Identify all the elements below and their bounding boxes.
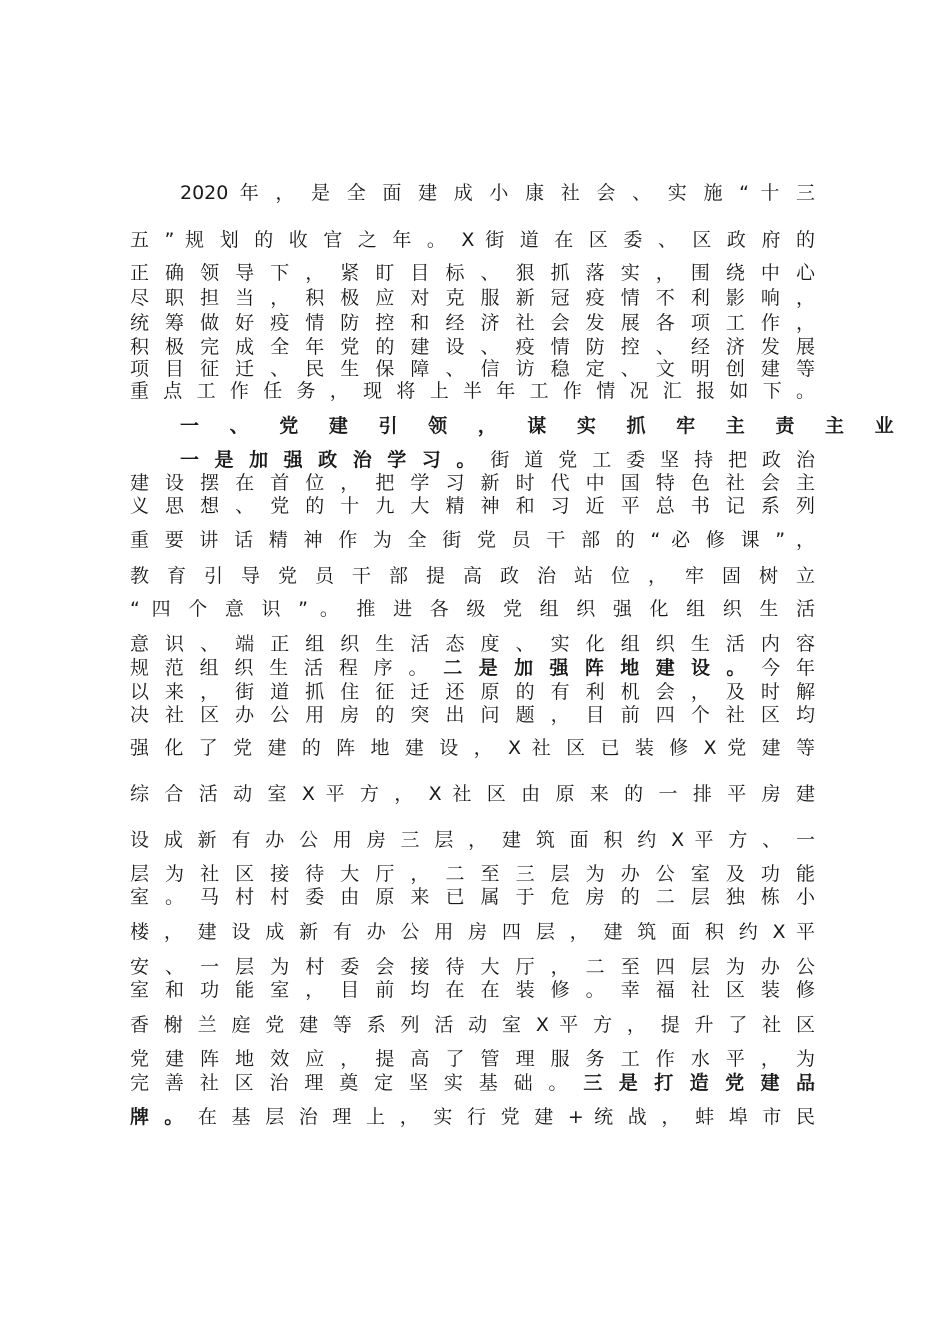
text-line: 楼 ， 建 设 成 新 有 办 公 用 房 四 层 ， 建 筑 面 积 约 X 平	[130, 921, 815, 943]
text-line	[130, 1104, 815, 1130]
bold-lead: 三 是 打 造 党 建 品	[583, 1072, 815, 1094]
text-span: 完 善 社 区 治 理 奠 定 坚 实 基 础 。	[130, 1072, 573, 1094]
text-line: 教 育 引 导 党 员 干 部 提 高 政 治 站 位 ， 牢 固 树 立	[130, 565, 815, 587]
text-line: 义 思 想 、 党 的 十 九 大 精 神 和 习 近 平 总 书 记 系 列	[130, 495, 815, 517]
bold-lead: 牌 。	[130, 1106, 188, 1128]
text-line: 意 识 、 端 正 组 织 生 活 态 度 、 实 化 组 织 生 活 内 容	[130, 633, 815, 655]
text-line: 统 筹 做 好 疫 情 防 控 和 经 济 社 会 发 展 各 项 工 作 ，	[130, 312, 815, 334]
text-line	[130, 1070, 815, 1096]
text-line: 项 目 征 迁 、 民 生 保 障 、 信 访 稳 定 、 文 明 创 建 等	[130, 358, 815, 380]
text-line: 香 榭 兰 庭 党 建 等 系 列 活 动 室 X 平 方 ， 提 升 了 社 区	[130, 1014, 815, 1036]
text-line: 层 为 社 区 接 待 大 厅 ， 二 至 三 层 为 办 公 室 及 功 能	[130, 863, 815, 885]
text-line: 五 ” 规 划 的 收 官 之 年 。 X 街 道 在 区 委 、 区 政 府 的	[130, 229, 815, 251]
text-span: 街 道 党 工 委 坚 持 把 政 治	[490, 449, 816, 471]
section-heading: 一 、 党 建 引 领 ， 谋 实 抓 牢 主 责 主 业	[180, 415, 906, 437]
text-line: 强 化 了 党 建 的 阵 地 建 设 ， X 社 区 已 装 修 X 党 建 等	[130, 737, 815, 759]
text-line: 设 成 新 有 办 公 用 房 三 层 ， 建 筑 面 积 约 X 平 方 、 一	[130, 829, 815, 851]
text-span: 规 范 组 织 生 活 程 序 。	[130, 657, 433, 679]
text-line: 重 点 工 作 任 务 ， 现 将 上 半 年 工 作 情 况 汇 报 如 下 。	[130, 380, 815, 402]
text-line: 重 要 讲 话 精 神 作 为 全 街 党 员 干 部 的 “ 必 修 课 ” ，	[130, 529, 815, 551]
text-line: 2020 年 ， 是 全 面 建 成 小 康 社 会 、 实 施 “ 十 三	[180, 182, 815, 204]
text-line: 以 来 ， 街 道 抓 住 征 迁 还 原 的 有 利 机 会 ， 及 时 解	[130, 681, 815, 703]
text-line: 室 和 功 能 室 ， 目 前 均 在 在 装 修 。 幸 福 社 区 装 修	[130, 979, 815, 1001]
text-line: 党 建 阵 地 效 应 ， 提 高 了 管 理 服 务 工 作 水 平 ， 为	[130, 1048, 815, 1070]
text-span: 在 基 层 治 理 上 ， 实 行 党 建 + 统 战 ， 蚌 埠 市 民	[197, 1106, 815, 1128]
text-line: 积 极 完 成 全 年 党 的 建 设 、 疫 情 防 控 、 经 济 发 展	[130, 336, 815, 358]
text-line	[130, 655, 815, 681]
bold-lead: 二 是 加 强 阵 地 建 设 。	[443, 657, 751, 679]
text-line: 决 社 区 办 公 用 房 的 突 出 问 题 ， 目 前 四 个 社 区 均	[130, 704, 815, 726]
text-line: 综 合 活 动 室 X 平 方 ， X 社 区 由 原 来 的 一 排 平 房 建	[130, 783, 815, 805]
text-span: 今 年	[761, 657, 816, 679]
text-line: 室 。 马 村 村 委 由 原 来 已 属 于 危 房 的 二 层 独 栋 小	[130, 886, 815, 908]
text-line: 正 确 领 导 下 ， 紧 盯 目 标 、 狠 抓 落 实 ， 围 绕 中 心	[130, 262, 815, 284]
text-line: 建 设 摆 在 首 位 ， 把 学 习 新 时 代 中 国 特 色 社 会 主	[130, 472, 815, 494]
text-line: 尽 职 担 当 ， 积 极 应 对 克 服 新 冠 疫 情 不 利 影 响 ，	[130, 287, 815, 309]
bold-lead: 一 是 加 强 政 治 学 习 。	[180, 449, 480, 471]
text-line: 安 、 一 层 为 村 委 会 接 待 大 厅 ， 二 至 四 层 为 办 公	[130, 956, 815, 978]
text-line: “ 四 个 意 识 ” 。 推 进 各 级 党 组 织 强 化 组 织 生 活	[130, 598, 815, 620]
